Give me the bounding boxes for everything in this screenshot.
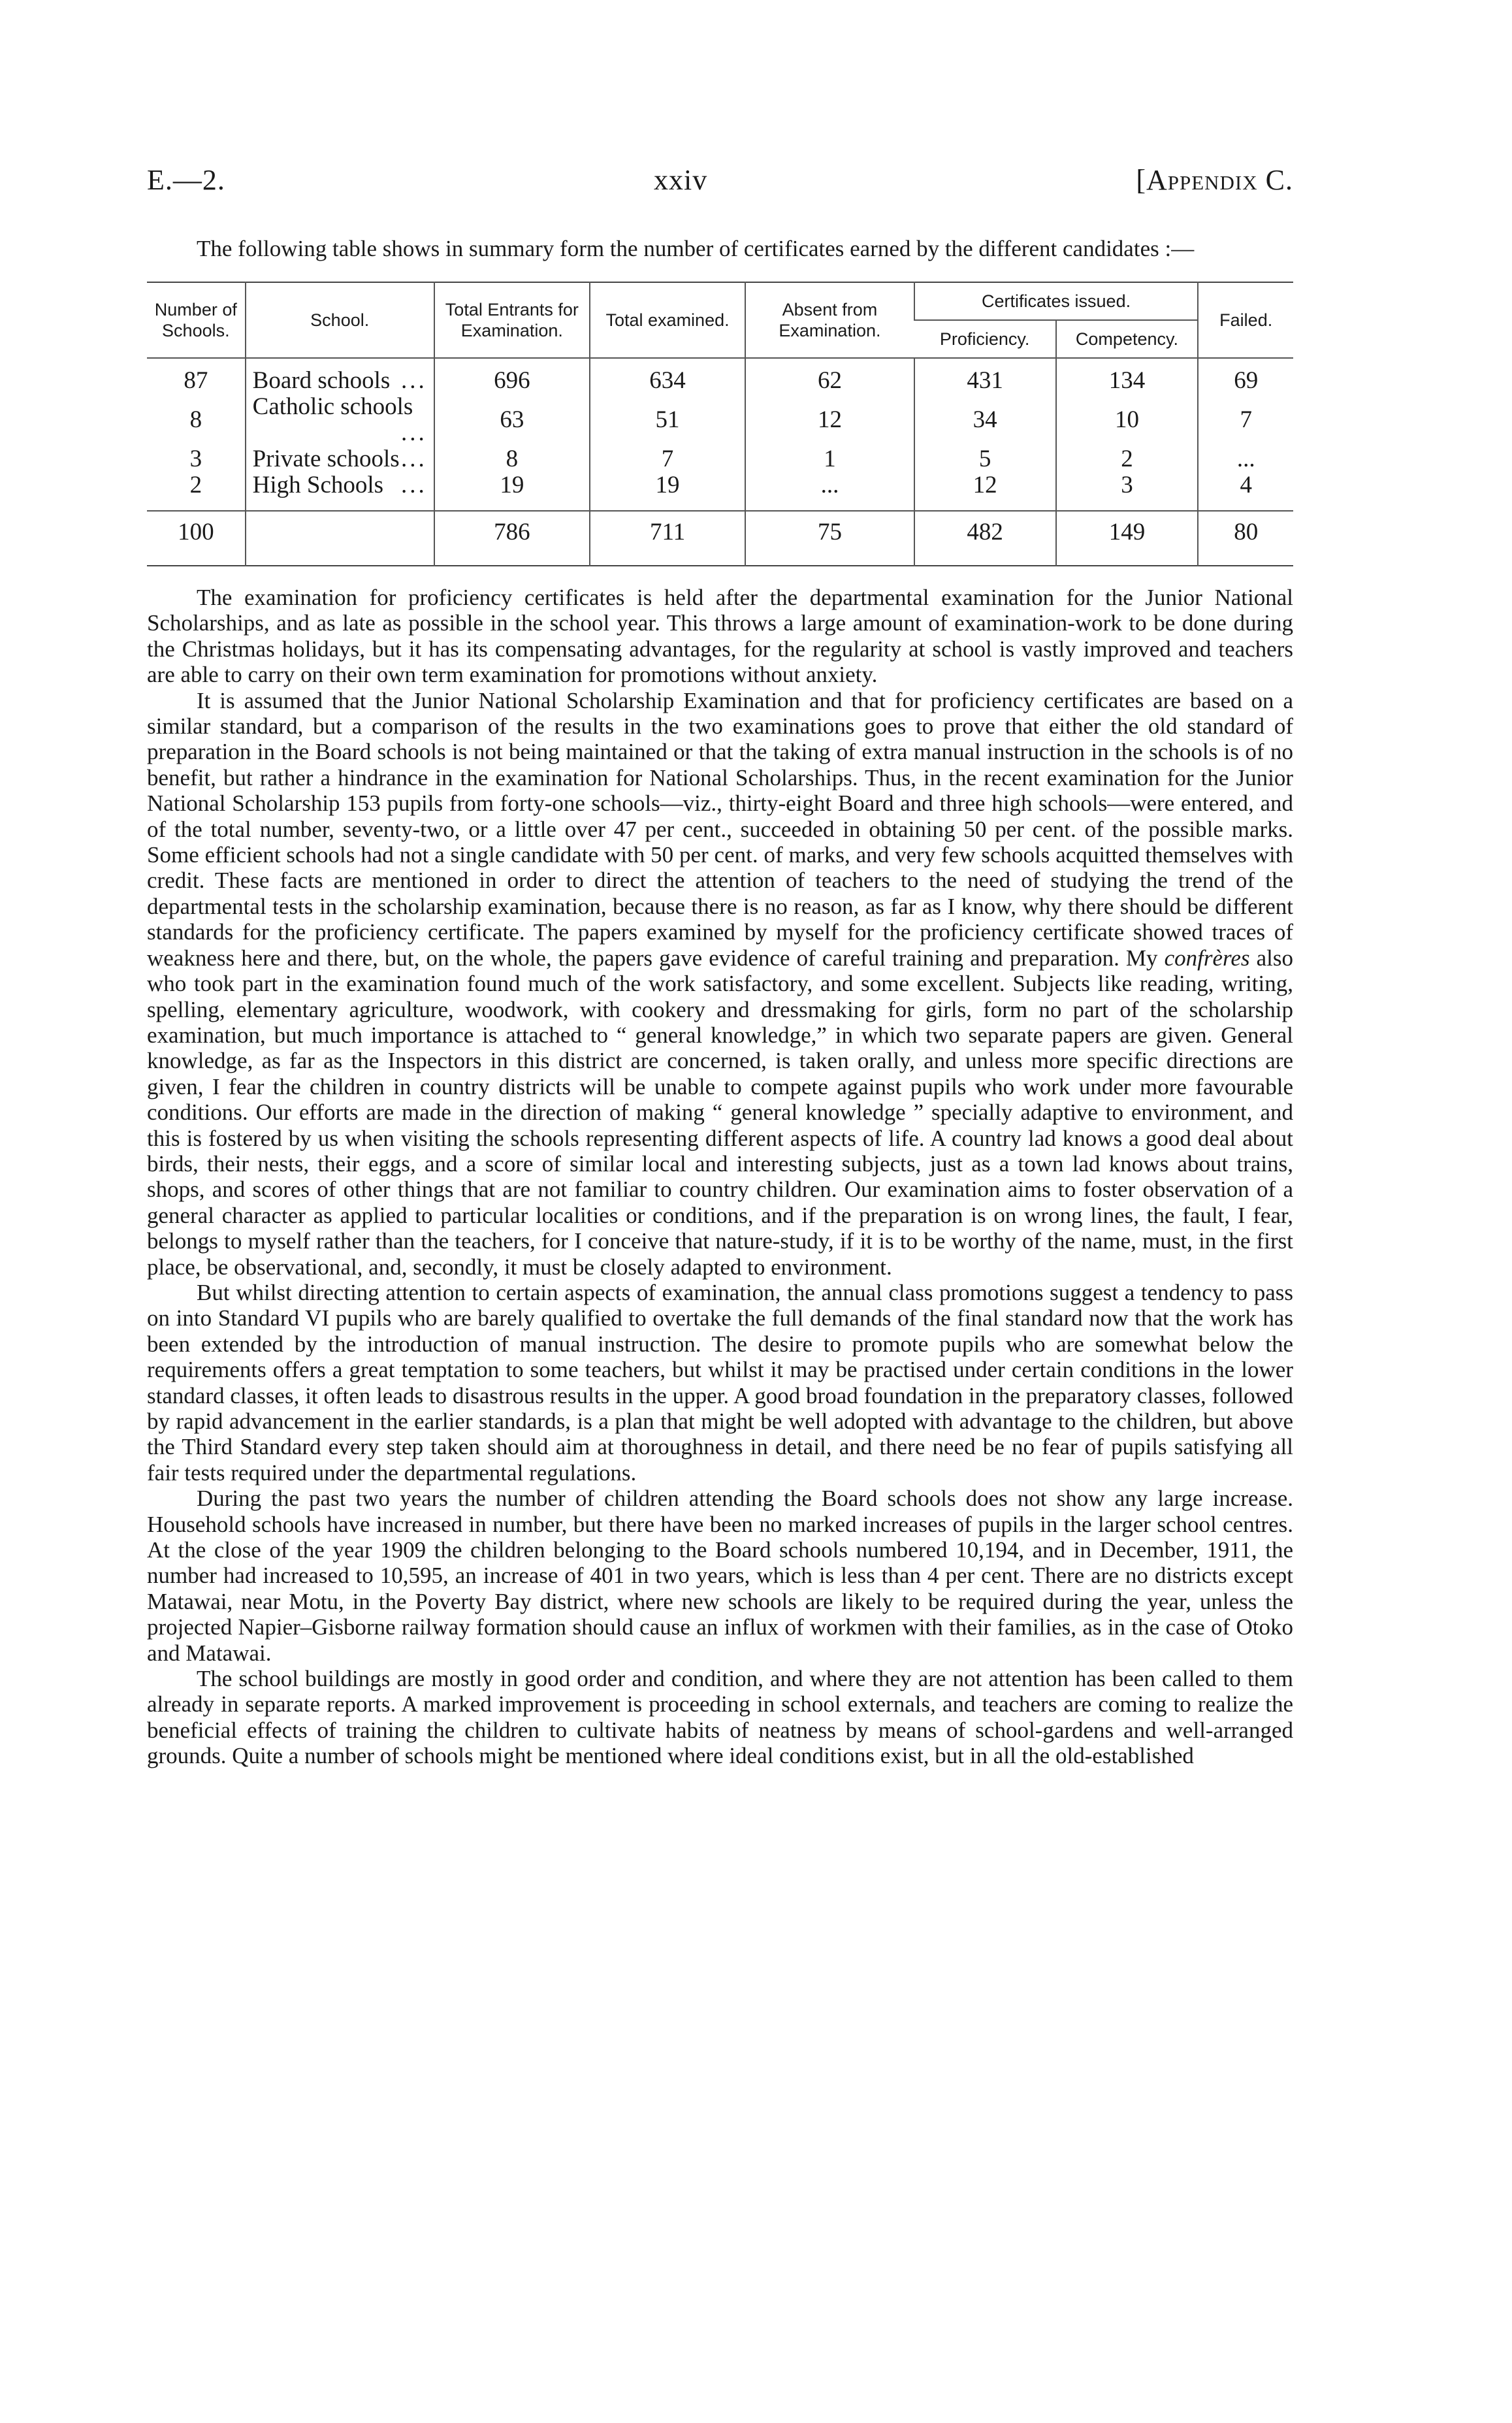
cell-absent: ... bbox=[745, 472, 914, 511]
page-header bbox=[147, 163, 1293, 197]
cell-proficiency: 431 bbox=[914, 358, 1056, 394]
header-competency: Competency. bbox=[1056, 320, 1198, 358]
paragraph-text: It is assumed that the Junior National Scholarship Examination and that for proficiency certificates are based on a similar standard, but a comparison of the results in the two examinations goes to prove that either the old standard of preparation in the Board schools is not being maintained or that the taking of extra manual instruction in the schools is of no benefit, but rather a hindrance in the examination for National Scholarships. Thus, in the recent examination for the Junior National Scholarship 153 pupils from forty-one schools—viz., thirty-eight Board and three high schools—were entered, and of the total number, seventy-two, or a little over 47 per cent., succeeded in obtaining 50 per cent. of the possible marks. Some efficient schools had not a single candidate with 50 per cent. of marks, and very few schools acquitted themselves with credit. These facts are mentioned in order to direct the attention of teachers to the need of studying the trend of the departmental tests in the scholarship examination, because there is no reason, as far as I know, why there should be different standards for the proficiency certificate. The papers examined by myself for the proficiency certificate showed traces of weakness here and there, but, on the whole, the papers gave evidence of careful training and preparation. My bbox=[147, 687, 1293, 971]
cell-absent: 62 bbox=[745, 358, 914, 394]
total-proficiency: 482 bbox=[914, 511, 1056, 566]
school-name: High Schools bbox=[252, 472, 384, 498]
cell-proficiency: 12 bbox=[914, 472, 1056, 511]
paragraph-proficiency-exam: The examination for proficiency certificates is held after the departmental examination for the Junior National Scholarships, and as late as possible in the school year. This throws a large amount of examination-work to be done during the Christmas holidays, but it has its compensating advantages, for the regularity at school is vastly improved and teachers are able to carry on their own term examination for promotions without anxiety. bbox=[147, 585, 1293, 688]
total-number: 100 bbox=[147, 511, 246, 566]
cell-number: 2 bbox=[189, 472, 202, 498]
cell-school bbox=[246, 446, 434, 472]
table-row bbox=[147, 358, 1293, 394]
total-school-blank bbox=[246, 511, 434, 566]
page-number: xxiv bbox=[653, 164, 708, 196]
cell-absent: 12 bbox=[745, 394, 914, 446]
cell-school bbox=[246, 472, 434, 511]
paragraph-attendance: During the past two years the number of children attending the Board schools does not show any large increase. Household schools have increased in number, but there have been no marked increases of pupils in the larger school centres. At the close of the year 1909 the children belonging to the Board schools numbered 10,194, and in December, 1911, the number had increased to 10,595, an increase of 401 in two years, which is less than 4 per cent. There are no districts except Matawai, near Motu, in the Poverty Bay district, where new schools are likely to be required during the year, unless the projected Napier–Gisborne railway formation should cause an influx of workmen with their families, as in the case of Otoko and Matawai. bbox=[147, 1486, 1293, 1666]
cell-entrants: 19 bbox=[434, 472, 590, 511]
cell-competency: 134 bbox=[1056, 358, 1198, 394]
paragraph-scholarship-comparison bbox=[147, 688, 1293, 1280]
cell-failed: 4 bbox=[1198, 472, 1293, 511]
cell-entrants: 63 bbox=[434, 394, 590, 446]
paragraph-text: also who took part in the examination found much of the work satisfactory, and some excellent. Subjects like reading, writing, spelling, elementary agriculture, woodwork, with cookery and dressmaking for girls, form no part of the scholarship examination, but much importance is attached to “ general knowledge,” in which two separate papers are given. General knowledge, as far as the Inspectors in this district are concerned, is taken orally, and unless more specific directions are given, I fear the children in country districts will be unable to compete against pupils who work under more favourable conditions. Our efforts are made in the direction of making “ general knowledge ” specially adaptive to environment, and this is fostered by us when visiting the schools representing different aspects of life. A country lad knows a good deal about birds, their nests, their eggs, and a score of similar local and interesting subjects, just as a town lad knows about trains, shops, and scores of other things that are not familiar to country children. Our examination aims to foster observation of a general character as applied to particular localities or conditions, and if the preparation is on wrong lines, the fault, I fear, belongs to myself rather than the teachers, for I conceive that nature-study, if it is to be worthy of the name, must, in the first place, be observational, and, secondly, it must be closely adapted to environment. bbox=[147, 945, 1293, 1280]
cell-examined: 19 bbox=[590, 472, 745, 511]
cell-entrants: 696 bbox=[434, 358, 590, 394]
header-proficiency: Proficiency. bbox=[914, 320, 1056, 358]
cell-competency: 3 bbox=[1056, 472, 1198, 511]
table-intro: The following table shows in summary form the number of certificates earned by the different candidates :— bbox=[197, 236, 1195, 261]
cell-failed: 7 bbox=[1198, 394, 1293, 446]
report-body bbox=[147, 585, 1293, 1769]
document-page bbox=[147, 163, 1293, 1769]
total-competency: 149 bbox=[1056, 511, 1198, 566]
leader-dots: ... bbox=[401, 446, 427, 472]
cell-absent: 1 bbox=[745, 446, 914, 472]
cell-examined: 7 bbox=[590, 446, 745, 472]
table-row bbox=[147, 446, 1293, 472]
cell-school bbox=[246, 358, 434, 394]
cell-examined: 51 bbox=[590, 394, 745, 446]
header-entrants: Total Entrants for Examination. bbox=[434, 282, 590, 358]
paragraph-school-buildings: The school buildings are mostly in good order and condition, and where they are not attention has been called to them already in separate reports. A marked improvement is proceeding in school externals, and teachers are coming to realize the beneficial effects of training the children to cultivate habits of neatness by means of school-gardens and well-arranged grounds. Quite a number of schools might be mentioned where ideal conditions exist, but in all the old-established bbox=[147, 1666, 1293, 1769]
totals-row bbox=[147, 511, 1293, 566]
cell-number: 3 bbox=[189, 446, 202, 472]
header-number: Number of Schools. bbox=[147, 282, 246, 358]
total-examined: 711 bbox=[590, 511, 745, 566]
table-row bbox=[147, 472, 1293, 511]
cell-failed: ... bbox=[1198, 446, 1293, 472]
cell-competency: 10 bbox=[1056, 394, 1198, 446]
cell-proficiency: 34 bbox=[914, 394, 1056, 446]
school-name: Private schools bbox=[252, 446, 400, 472]
leader-dots: ... bbox=[401, 367, 427, 394]
total-absent: 75 bbox=[745, 511, 914, 566]
total-failed: 80 bbox=[1198, 511, 1293, 566]
italic-term: confrères bbox=[1164, 945, 1250, 971]
table-row bbox=[147, 394, 1293, 446]
cell-school bbox=[246, 394, 434, 446]
header-absent: Absent from Examination. bbox=[745, 282, 914, 358]
cell-proficiency: 5 bbox=[914, 446, 1056, 472]
cell-number: 87 bbox=[184, 367, 208, 394]
header-examined: Total examined. bbox=[590, 282, 745, 358]
school-name: Board schools bbox=[252, 367, 391, 394]
header-certificates: Certificates issued. bbox=[914, 282, 1198, 320]
report-reference: E.—2. bbox=[147, 164, 225, 196]
total-entrants: 786 bbox=[434, 511, 590, 566]
header-failed: Failed. bbox=[1198, 282, 1293, 358]
cell-failed: 69 bbox=[1198, 358, 1293, 394]
paragraph-class-promotions: But whilst directing attention to certain aspects of examination, the annual class promotions suggest a tendency to pass on into Standard VI pupils who are barely qualified to overtake the full demands of the final standard now that the work has been extended by the introduction of manual instruction. The desire to promote pupils who are somewhat below the requirements offers a great temptation to some teachers, but whilst it may be practised under certain conditions in the lower standard classes, it often leads to disastrous results in the upper. A good broad foundation in the preparatory classes, followed by rapid advancement in the earlier standards, is a plan that might be well adopted with advantage to the children, but above the Third Standard every step taken should aim at thoroughness in detail, and there need be no fear of pupils satisfying all fair tests required under the departmental regulations. bbox=[147, 1279, 1293, 1486]
cell-competency: 2 bbox=[1056, 446, 1198, 472]
certificates-table bbox=[147, 282, 1293, 566]
appendix-label: [Appendix C. bbox=[1136, 164, 1293, 196]
cell-entrants: 8 bbox=[434, 446, 590, 472]
cell-examined: 634 bbox=[590, 358, 745, 394]
leader-dots: ... bbox=[401, 419, 427, 446]
header-school: School. bbox=[246, 282, 434, 358]
leader-dots: ... bbox=[401, 472, 427, 498]
school-name: Catholic schools bbox=[252, 393, 413, 420]
cell-number: 8 bbox=[189, 406, 202, 433]
